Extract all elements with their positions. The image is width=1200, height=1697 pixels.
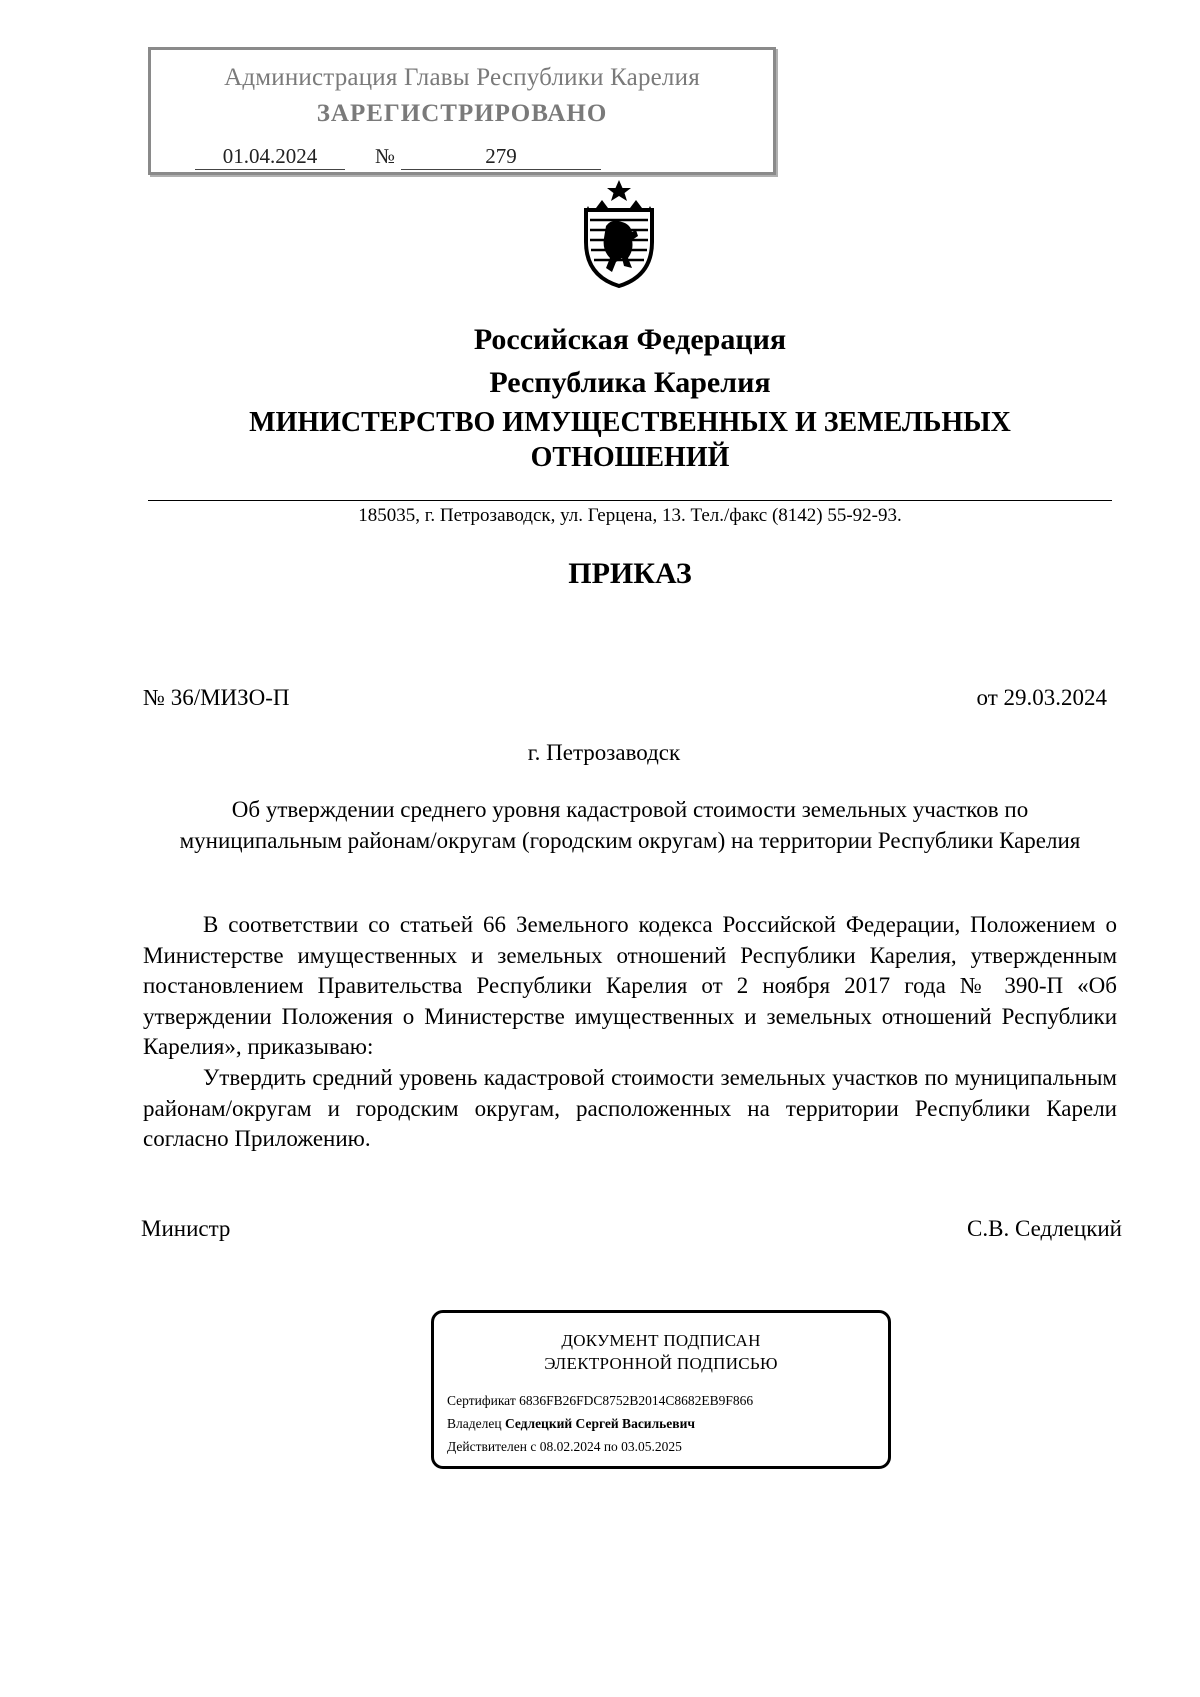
esign-owner-value: Седлецкий Сергей Васильевич — [504, 1416, 695, 1431]
signatory-name: С.В. Седлецкий — [967, 1216, 1122, 1241]
esign-certificate — [447, 1393, 753, 1409]
order-title: Об утверждении среднего уровня кадастровой стоимости земельных участков по муниципальным районам/округам (городским округам) на территории Республики Карелия — [179, 797, 1081, 853]
ministry-title-line1: МИНИСТЕРСТВО ИМУЩЕСТВЕННЫХ И ЗЕМЕЛЬНЫХ — [249, 407, 1011, 438]
stamp-number: 279 — [401, 144, 601, 170]
esign-owner-label: Владелец — [447, 1416, 502, 1431]
esign-certificate-label: Сертификат — [447, 1393, 516, 1408]
esign-valid-to: 03.05.2025 — [621, 1439, 682, 1454]
order-city: г. Петрозаводск — [527, 740, 681, 765]
esign-valid-to-word: по — [603, 1439, 618, 1454]
esign-certificate-value: 6836FB26FDC8752B2014C8682EB9F866 — [519, 1393, 754, 1408]
order-number: № 36/МИЗО-П — [143, 685, 290, 710]
signatory-role: Министр — [141, 1216, 231, 1241]
stamp-registered: ЗАРЕГИСТРИРОВАНО — [316, 100, 608, 127]
esign-valid-from-word: с — [530, 1439, 537, 1454]
ministry-address: 185035, г. Петрозаводск, ул. Герцена, 13. Тел./факс (8142) 55-92-93. — [358, 505, 902, 526]
order-date: от 29.03.2024 — [976, 685, 1107, 710]
esign-owner — [447, 1416, 695, 1432]
order-paragraph-basis: В соответствии со статьей 66 Земельного кодекса Российской Федерации, Положением о Министерстве имущественных и земельных отношений Республики Карелия, утвержденным постановлением Правительства Республики Карелия от 2 ноября 2017 года № 390-П «Об утверждении Положения о Министерстве имущественных и земельных отношений Республики Карелия», приказываю: — [143, 912, 1117, 1059]
electronic-signature-stamp — [431, 1310, 891, 1469]
stamp-authority: Администрация Главы Республики Карелия — [224, 64, 700, 91]
republic-title: Республика Карелия — [489, 366, 771, 399]
registration-stamp — [148, 47, 776, 175]
esign-title-line1: ДОКУМЕНТ ПОДПИСАН — [561, 1331, 761, 1350]
esign-validity — [447, 1439, 682, 1455]
country-title: Российская Федерация — [473, 323, 787, 356]
esign-title-line2: ЭЛЕКТРОННОЙ ПОДПИСЬЮ — [544, 1354, 778, 1373]
esign-valid-label: Действителен — [447, 1439, 527, 1454]
ministry-title-line2: ОТНОШЕНИЙ — [530, 442, 730, 473]
order-paragraph-resolution: Утвердить средний уровень кадастровой стоимости земельных участков по муниципальным районам/округам и городским округам, расположенных на территории Республики Карели согласно Приложению. — [143, 1065, 1117, 1151]
esign-valid-from: 08.02.2024 — [539, 1439, 601, 1454]
stamp-date: 01.04.2024 — [195, 144, 345, 170]
karelia-coat-of-arms-icon — [578, 180, 660, 288]
stamp-number-label: № — [375, 144, 396, 168]
header-divider — [148, 500, 1112, 501]
document-type: ПРИКАЗ — [568, 557, 692, 590]
